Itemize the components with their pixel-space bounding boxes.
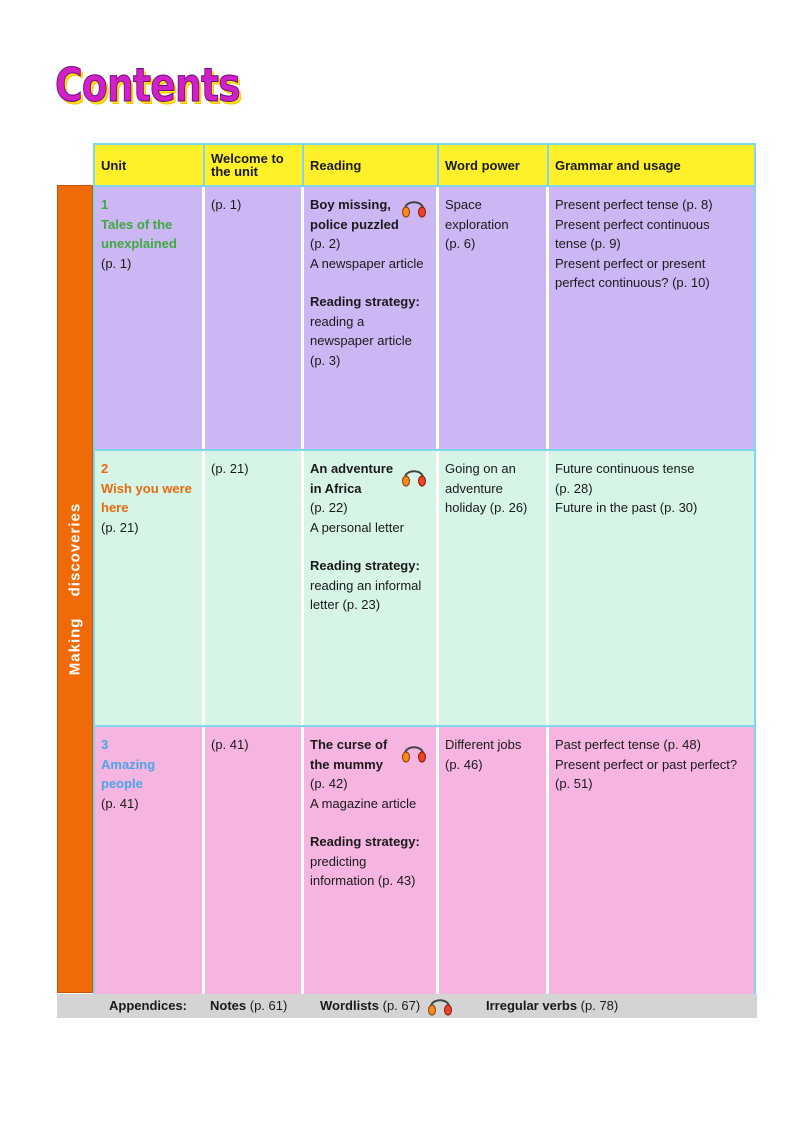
reading-title-line: An adventure: [310, 461, 394, 476]
grammar-line: (p. 51): [555, 776, 593, 791]
strategy-line: (p. 3): [310, 352, 341, 368]
word-power-line: Going on an: [445, 461, 516, 476]
headphones-icon[interactable]: [427, 993, 453, 1017]
unit-title-line: people: [101, 776, 143, 791]
welcome-cell: [205, 451, 304, 725]
grammar-line: Present perfect or present: [555, 255, 706, 271]
grammar-cell: [549, 187, 754, 449]
unit-title-line: Amazing: [101, 756, 156, 772]
reading-page: (p. 42): [310, 776, 348, 791]
strategy-line: newspaper article: [310, 333, 412, 348]
header-unit: Unit: [95, 145, 205, 185]
unit-number: 3: [101, 737, 109, 752]
strategy-line: reading a: [310, 313, 365, 329]
unit-row-3: [93, 727, 756, 999]
unit-page: (p. 21): [101, 519, 139, 535]
theme-label: [67, 495, 84, 683]
grammar-line: Present perfect or past perfect?: [555, 756, 738, 772]
unit-cell: [95, 187, 205, 449]
welcome-page: (p. 21): [211, 461, 249, 476]
word-power-line: adventure: [445, 480, 503, 496]
strategy-label: Reading strategy:: [310, 558, 420, 573]
header-word-power: Word power: [439, 145, 549, 185]
strategy-line: letter (p. 23): [310, 597, 381, 612]
headphones-icon[interactable]: [401, 740, 427, 764]
unit-cell: [95, 451, 205, 725]
headphones-icon[interactable]: [401, 464, 427, 488]
word-power-line: Different jobs: [445, 737, 522, 752]
unit-number: 2: [101, 461, 109, 476]
grammar-line: Present perfect continuous: [555, 216, 710, 232]
reading-page: (p. 22): [310, 500, 348, 515]
grammar-line: Future continuous tense: [555, 461, 695, 476]
unit-cell: [95, 727, 205, 997]
appendices-bar: [57, 994, 757, 1018]
reading-cell: [304, 727, 439, 997]
word-power-line: holiday (p. 26): [445, 500, 528, 515]
reading-type: A personal letter: [310, 519, 404, 535]
strategy-label: Reading strategy:: [310, 834, 420, 849]
unit-title-line: Wish you were: [101, 480, 192, 496]
reading-title-line: police puzzled: [310, 216, 399, 232]
appendix-irregular-verbs[interactable]: [486, 998, 618, 1013]
word-power-line: (p. 46): [445, 756, 483, 772]
appendix-wordlists-page: (p. 67): [382, 998, 421, 1013]
header-welcome-line1: Welcome to: [211, 151, 284, 166]
header-welcome: [205, 145, 304, 185]
grammar-line: Future in the past (p. 30): [555, 500, 698, 515]
appendix-wordlists[interactable]: [320, 998, 420, 1013]
grammar-line: (p. 28): [555, 480, 593, 496]
unit-title-line: Tales of the: [101, 216, 173, 232]
welcome-cell: [205, 727, 304, 997]
unit-number: 1: [101, 197, 109, 212]
word-power-cell: [439, 187, 549, 449]
strategy-label: Reading strategy:: [310, 294, 420, 309]
grammar-line: Past perfect tense (p. 48): [555, 737, 701, 752]
strategy-line: reading an informal: [310, 577, 422, 593]
welcome-page: (p. 41): [211, 737, 249, 752]
grammar-line: tense (p. 9): [555, 236, 621, 251]
welcome-cell: [205, 187, 304, 449]
appendix-irregular-title: Irregular verbs: [486, 998, 578, 1013]
word-power-line: exploration: [445, 216, 509, 232]
header-welcome-line2: the unit: [211, 164, 258, 179]
word-power-cell: [439, 451, 549, 725]
headphones-icon[interactable]: [401, 195, 427, 219]
header-grammar: Grammar and usage: [555, 157, 681, 173]
unit-title-line: here: [101, 500, 129, 515]
reading-type: A magazine article: [310, 795, 417, 811]
unit-row-2: [93, 451, 756, 727]
grammar-cell: [549, 451, 754, 725]
reading-title-line: the mummy: [310, 756, 383, 772]
appendix-wordlists-title: Wordlists: [320, 998, 379, 1013]
appendix-notes-title: Notes: [210, 998, 247, 1013]
strategy-line: predicting: [310, 853, 367, 869]
unit-row-1: [93, 187, 756, 451]
appendix-notes[interactable]: [210, 998, 287, 1013]
grammar-line: Present perfect tense (p. 8): [555, 197, 713, 212]
grammar-line: perfect continuous? (p. 10): [555, 275, 710, 290]
unit-page: (p. 41): [101, 795, 139, 811]
reading-title-line: Boy missing,: [310, 197, 391, 212]
theme-word: discoveries: [66, 502, 84, 597]
theme-side-bar: [57, 185, 93, 993]
unit-page: (p. 1): [101, 255, 132, 271]
reading-cell: [304, 187, 439, 449]
reading-page: (p. 2): [310, 236, 341, 251]
table-header-row: [93, 143, 756, 187]
theme-word: Making: [66, 617, 84, 676]
header-reading: Reading: [304, 145, 439, 185]
contents-table: [93, 143, 756, 999]
reading-title-line: The curse of: [310, 737, 388, 752]
word-power-line: (p. 6): [445, 236, 476, 251]
reading-title-line: in Africa: [310, 480, 362, 496]
appendix-irregular-page: (p. 78): [580, 998, 619, 1013]
word-power-cell: [439, 727, 549, 997]
reading-cell: [304, 451, 439, 725]
unit-title-line: unexplained: [101, 236, 177, 251]
word-power-line: Space: [445, 197, 482, 212]
welcome-page: (p. 1): [211, 197, 242, 212]
grammar-cell: [549, 727, 754, 997]
appendices-label: Appendices:: [109, 998, 188, 1013]
appendix-notes-page: (p. 61): [249, 998, 288, 1013]
page-title: Contents: [55, 58, 240, 112]
reading-type: A newspaper article: [310, 255, 424, 271]
strategy-line: information (p. 43): [310, 873, 416, 888]
